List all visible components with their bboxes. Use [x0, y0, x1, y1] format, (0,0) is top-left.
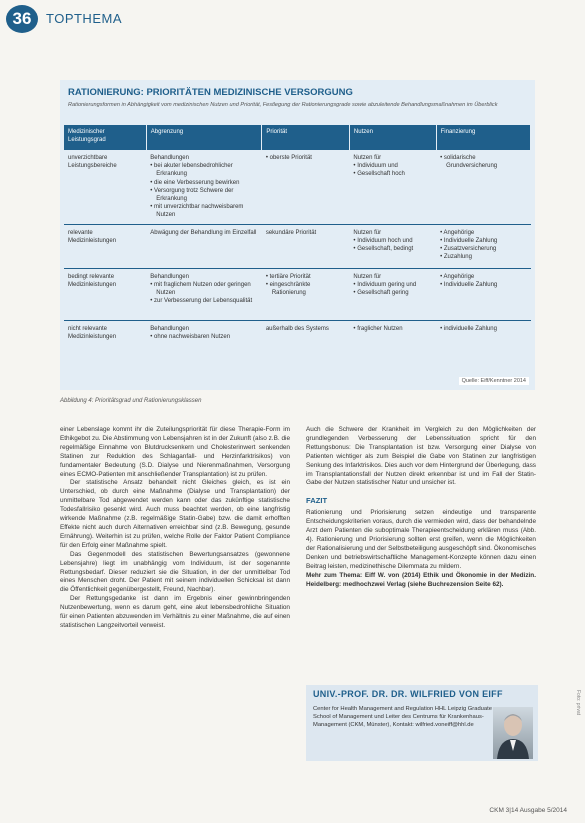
cell-bullet: • fraglicher Nutzen — [353, 325, 432, 333]
cell-line: Behandlungen — [150, 155, 189, 161]
table-cell — [146, 320, 262, 360]
column-header: Abgrenzung — [146, 125, 262, 150]
author-affiliation: Center for Health Management and Regulation HHL Leipzig Graduate School of Management und Leiter des Centrums für Krankenhaus-Management (CKM, Münster), Kontakt: wilfried.voneiff@hhl.de — [313, 706, 492, 728]
table-cell — [349, 150, 436, 225]
table-cell: unverzichtbare Leistungsbereiche — [64, 150, 146, 225]
section-title: TOPTHEMA — [46, 11, 122, 26]
cell-bullet: • Individuelle Zahlung — [440, 281, 526, 289]
paragraph: Rationierung und Priorisierung setzen eindeutige und transparente Entscheidungskriterien voraus, durch die vermieden wird, dass der behandelnde Arzt dem Patienten die suboptimale Therapieentscheidung erklären muss (Abb. 4). Rationierung und Priorisierung sollten erst greifen, wenn die Möglichkeiten der Rationalisierung und der Selbstbeteiligung ausgeschöpft sind. Ökonomisches Denken und betriebswirtschaftliche Management-Konzepte können dazu einen Beitrag leisten, medizinethische Dilemmata zu mildern. — [306, 509, 536, 570]
table-cell — [146, 268, 262, 320]
paragraph: einer Lebenslage kommt ihr die Zuteilungspriorität für diese Therapie-Form im Ethikgebot zu. Die Abstimmung von Lebensjahren ist in der Zukunft (also z.B. die regelmäßige Einnahme von Blutdrucksenkern und Cholesterinwert senkenden Statinen zur Reduktion des Schlaganfall- und Herzinfarktrisikos) von fundamentaler Bedeutung (S.D. Dialyse und Nierenmaßnahmen, Versorgung eines ECMO-Patienten mit anschließender Transplantation) ist zu prüfen. — [60, 426, 290, 478]
cell-line: Nutzen für — [353, 155, 382, 161]
paragraph: Der Rettungsgedanke ist dann im Ergebnis einer gewinnbringenden Nutzenbewertung, wenn es darum geht, eine akut lebensbedrohliche Situation für einen Patienten abzuwenden im Verhältnis zu einer Maßnahme, die auf einen statistischen Langzeitvorteil verweist. — [60, 595, 290, 629]
cell-bullet: • mit unverzichtbar nachweisbarem Nutzen — [150, 203, 258, 219]
priority-table — [64, 125, 531, 360]
column-header: Medizinischer Leistungsgrad — [64, 125, 146, 150]
table-row — [64, 150, 531, 225]
table-cell — [436, 320, 530, 360]
cell-bullet: • die eine Verbesserung bewirken — [150, 179, 258, 187]
fazit-heading: FAZIT — [306, 496, 328, 506]
cell-bullet: • Zuzahlung — [440, 253, 526, 261]
page-footer: CKM 3|14 Ausgabe 5/2014 — [489, 807, 567, 814]
page-number: 36 — [6, 5, 38, 33]
cell-bullet: • Individuum gering und — [353, 281, 432, 289]
cell-bullet: • Individuum und — [353, 162, 432, 170]
cell-bullet: • oberste Priorität — [266, 154, 346, 162]
cell-bullet: • Versorgung trotz Schwere der Erkrankung — [150, 187, 258, 203]
column-header: Nutzen — [349, 125, 436, 150]
table-cell — [349, 268, 436, 320]
column-header: Finanzierung — [436, 125, 530, 150]
paragraph: Das Gegenmodell des statistischen Bewertungsansatzes (gewonnene Lebensjahre) liegt im unabhängig vom Individuum, ist der sogenannte Rettungsbedarf. Dieser reduziert sie die Situation, in der der unmittelbar Tod eines Menschen droht. Der Patient mit seinem individuellen Schicksal ist dann die Öffentlichkeit gegenübergestellt, Freund, Nachbar). — [60, 550, 290, 594]
figure-caption: Abbildung 4: Prioritätsgrad und Rationierungsklassen — [60, 398, 202, 404]
text-column-right — [306, 426, 536, 589]
cell-bullet: • solidarische Grundversicherung — [440, 154, 526, 170]
photo-credit: Foto: privat — [575, 690, 581, 716]
table-cell: relevante Medizinleistungen — [64, 224, 146, 268]
cell-bullet: • Angehörige — [440, 229, 526, 237]
cell-bullet: • mit fraglichem Nutzen oder geringen Nutzen — [150, 281, 258, 297]
portrait-icon — [493, 707, 533, 759]
text-column-left — [60, 426, 290, 631]
cell-line: Behandlungen — [150, 273, 189, 280]
table-cell — [262, 268, 350, 320]
table-cell — [436, 150, 530, 225]
cell-bullet: • ohne nachweisbaren Nutzen — [150, 333, 258, 341]
cell-bullet: • bei akuter lebensbedrohlicher Erkrankung — [150, 162, 258, 178]
cell-bullet: • individuelle Zahlung — [440, 325, 526, 333]
cell-bullet: • eingeschränkte Rationierung — [266, 281, 346, 297]
infobox-title: RATIONIERUNG: PRIORITÄTEN MEDIZINISCHE VERSORGUNG — [68, 87, 353, 98]
paragraph: Auch die Schwere der Krankheit im Vergleich zu den Möglichkeiten der grundlegenden Verbesserung der Lebenssituation spricht für den Rettungsbonus: Die Transplantation ist bzw. Versorgung einer Dialyse von Patienten wichtiger als zum Beispiel die Gabe von Statinen zur langfristigen Senkung des Infarktrisikos. Dies auch vor dem Hintergrund der Überlegung, dass im Transplantationsfall der Nutzen direkt erkennbar ist und im Fall der Statin-Gabe der Nutzen statistischer Natur und unsicher ist. — [306, 426, 536, 487]
table-cell: sekundäre Priorität — [262, 224, 350, 268]
paragraph: Der statistische Ansatz behandelt nicht Gleiches gleich, es ist ein Unterschied, ob durch eine Maßnahme (Dialyse und Transplantation) der unmittelbare Tod abgewendet werden kann oder das zukünftige statistische Todesfallrisiko gesenkt wird. Auch muss beachtet werden, ob eine langfristig wirkende Maßnahme (z.B. regelmäßige Statin-Gabe) bzw. die damit erhofften Effekte nicht auch durch Alternativen erreichbar sind (z.B. Bewegung, gesunde Ernährung). Weiterhin ist zu prüfen, welche Rolle der Faktor Patient Compliance für den Erfolg einer Maßnahme spielt. — [60, 479, 290, 549]
cell-line: Nutzen für — [353, 273, 382, 280]
cell-bullet: • Gesellschaft, bedingt — [353, 245, 432, 253]
table-cell — [436, 224, 530, 268]
table-cell — [349, 320, 436, 360]
cell-bullet: • Individuelle Zahlung — [440, 237, 526, 245]
infobox — [60, 80, 535, 390]
table-cell: außerhalb des Systems — [262, 320, 350, 360]
table-cell — [262, 150, 350, 225]
table-cell — [349, 224, 436, 268]
table-cell: nicht relevante Medizinleistungen — [64, 320, 146, 360]
cell-line: Behandlungen — [150, 325, 189, 332]
cell-bullet: • Gesellschaft hoch — [353, 170, 432, 178]
table-row — [64, 320, 531, 360]
reference: Mehr zum Thema: Eiff W. von (2014) Ethik und Ökonomie in der Medizin. Heidelberg: medhochzwei Verlag (siehe Buchrezension Seite 62). — [306, 571, 536, 588]
cell-bullet: • Individuum hoch und — [353, 237, 432, 245]
table-source: Quelle: Eiff/Kenntner 2014 — [459, 377, 529, 385]
cell-bullet: • Angehörige — [440, 273, 526, 281]
table-cell: bedingt relevante Medizinleistungen — [64, 268, 146, 320]
table-cell — [436, 268, 530, 320]
author-name: UNIV.-PROF. DR. DR. WILFRIED VON EIFF — [313, 689, 503, 699]
column-header: Priorität — [262, 125, 350, 150]
author-photo — [493, 707, 533, 759]
table-row — [64, 268, 531, 320]
table-row — [64, 224, 531, 268]
cell-line: Nutzen für — [353, 229, 382, 236]
author-box — [306, 685, 538, 761]
cell-bullet: • Gesellschaft gering — [353, 289, 432, 297]
table-cell — [146, 150, 262, 225]
cell-bullet: • Zusatzversicherung — [440, 245, 526, 253]
table-cell: Abwägung der Behandlung im Einzelfall — [146, 224, 262, 268]
cell-bullet: • zur Verbesserung der Lebensqualität — [150, 297, 258, 305]
table-header-row — [64, 125, 531, 150]
infobox-subtitle: Rationierungsformen in Abhängigkeit vom medizinischen Nutzen und Priorität, Festlegung der Rationierungsgrade sowie abzuleitende Behandlungsmaßnahmen im Überblick — [68, 102, 498, 108]
cell-bullet: • tertiäre Priorität — [266, 273, 346, 281]
